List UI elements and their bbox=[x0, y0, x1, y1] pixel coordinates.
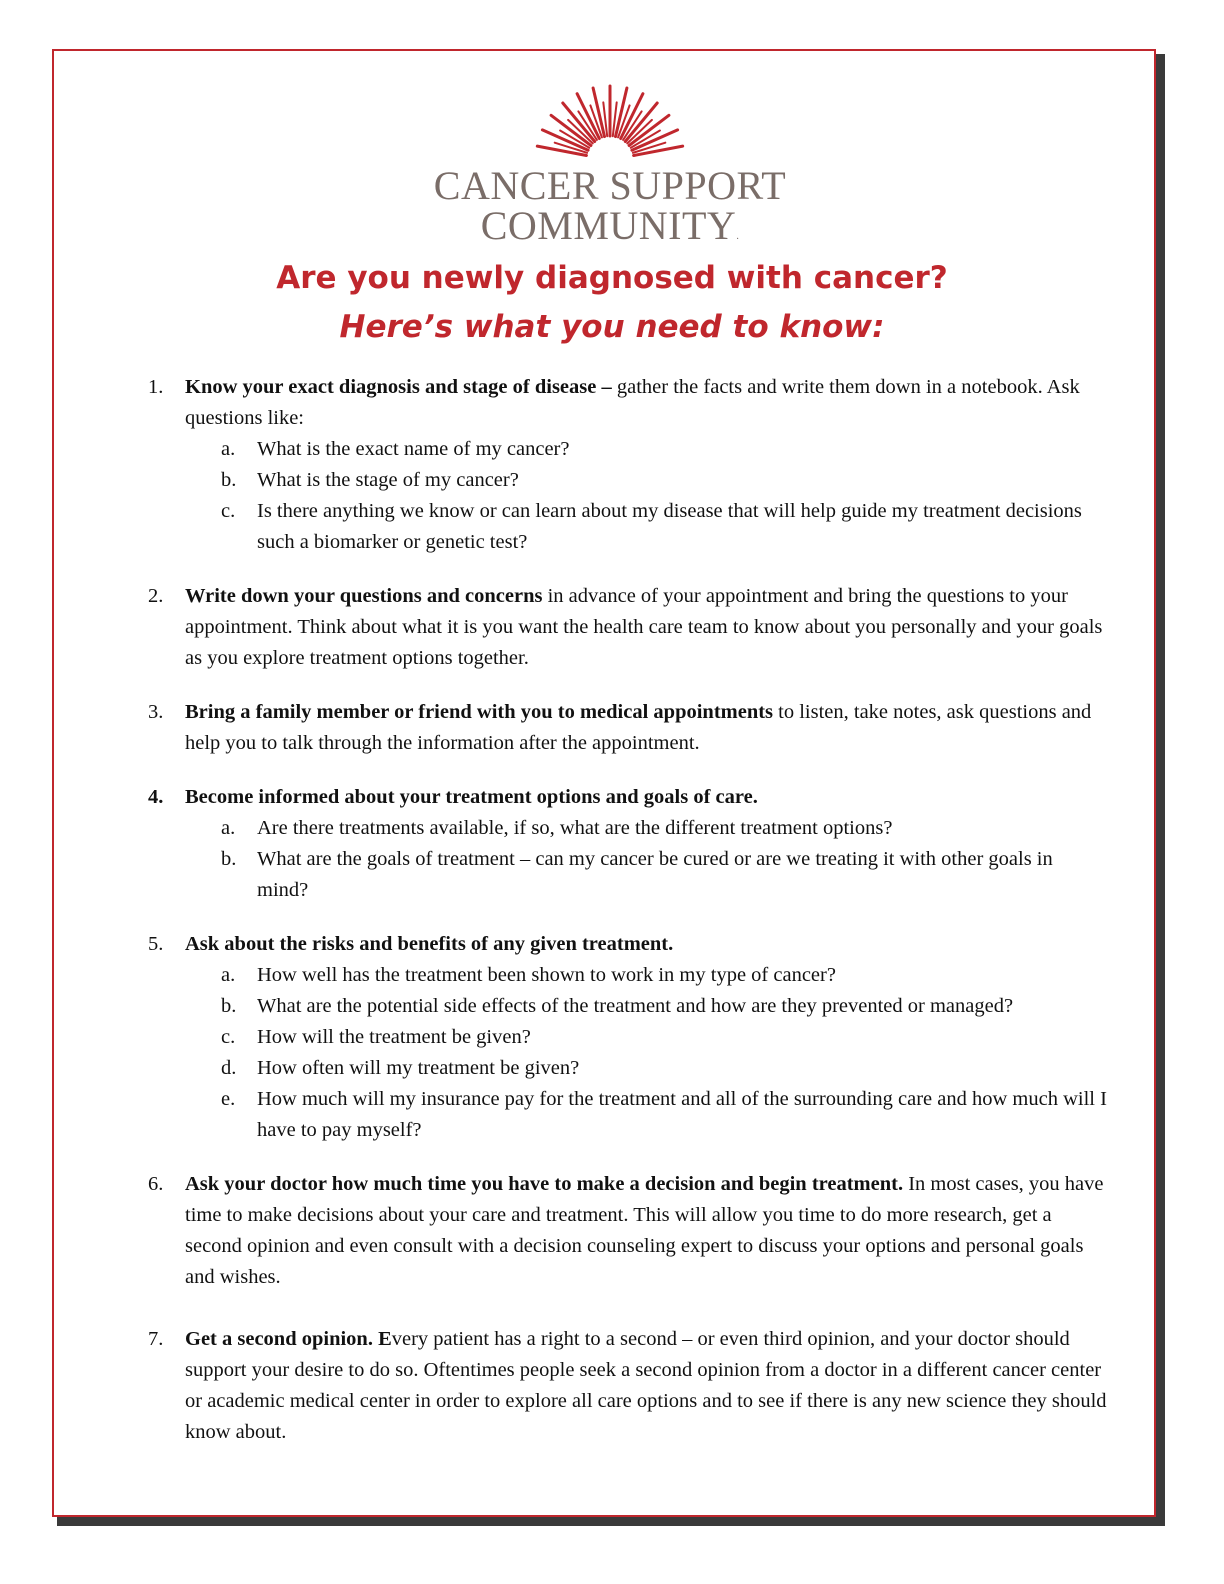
sub-item-text: What is the stage of my cancer? bbox=[257, 469, 519, 491]
sunburst-icon bbox=[520, 80, 700, 164]
sub-item bbox=[185, 844, 1108, 906]
sub-item bbox=[185, 465, 1108, 496]
item-heading: Write down your questions and concerns bbox=[185, 585, 543, 607]
sub-item-letter: c. bbox=[221, 1026, 236, 1048]
item-heading: Bring a family member or friend with you to medical appointments bbox=[185, 701, 774, 723]
sub-item-text: How often will my treatment be given? bbox=[257, 1057, 580, 1079]
sub-item-letter: b. bbox=[221, 995, 237, 1017]
brand-name-line2: COMMUNITY. bbox=[480, 203, 740, 248]
item-text: to listen, take notes, ask questions and help you to talk through the information after the appointment. bbox=[185, 701, 1092, 754]
item-text: in advance of your appointment and bring the questions to your appointment. Think about what it is you want the health care team to know about you personally and your goals as you explore treatment options together. bbox=[185, 585, 1103, 669]
item-text: gather the facts and write them down in a notebook. Ask questions like: bbox=[185, 376, 1080, 429]
sub-item-letter: d. bbox=[221, 1057, 237, 1079]
item-number: 2. bbox=[148, 585, 164, 607]
page-title: Are you newly diagnosed with cancer? bbox=[276, 260, 948, 296]
item-number: 5. bbox=[148, 933, 164, 955]
item-number: 1. bbox=[148, 376, 164, 398]
item-text: In most cases, you have time to make decisions about your care and treatment. This will allow you time to do more research, get a second opinion and even consult with a decision counseling expert to discuss your options and personal goals and wishes. bbox=[185, 1173, 1104, 1288]
item-heading: Get a second opinion. E bbox=[185, 1328, 392, 1350]
sub-item-text: How well has the treatment been shown to work in my type of cancer? bbox=[257, 964, 836, 986]
item-number: 4. bbox=[148, 786, 164, 808]
brand-name-line1: CANCER SUPPORT bbox=[433, 163, 787, 208]
sub-item bbox=[185, 1022, 1108, 1053]
sub-item-letter: b. bbox=[221, 848, 237, 870]
sub-item-letter: c. bbox=[221, 500, 236, 522]
brand-logo bbox=[420, 80, 800, 248]
checklist bbox=[148, 372, 1108, 1448]
sub-item bbox=[185, 960, 1108, 991]
list-item bbox=[148, 697, 1108, 759]
sub-item bbox=[185, 1053, 1108, 1084]
page-subtitle: Here’s what you need to know: bbox=[339, 309, 885, 345]
sub-item-letter: b. bbox=[221, 469, 237, 491]
sub-item-text: What is the exact name of my cancer? bbox=[257, 438, 570, 460]
sub-item bbox=[185, 991, 1108, 1022]
list-item bbox=[148, 1324, 1108, 1448]
sub-item bbox=[185, 813, 1108, 844]
item-heading: Become informed about your treatment options and goals of care. bbox=[185, 786, 758, 808]
item-heading: Ask your doctor how much time you have to make a decision and begin treatment. bbox=[185, 1173, 904, 1195]
sub-item-letter: e. bbox=[221, 1088, 236, 1110]
sub-item bbox=[185, 434, 1108, 465]
list-item bbox=[148, 372, 1108, 558]
list-item bbox=[148, 782, 1108, 906]
sub-item-text: What are the goals of treatment – can my cancer be cured or are we treating it with other goals in mind? bbox=[257, 848, 1053, 901]
item-heading: Know your exact diagnosis and stage of disease – bbox=[185, 376, 612, 398]
sub-item-text: Are there treatments available, if so, what are the different treatment options? bbox=[257, 817, 893, 839]
item-number: 7. bbox=[148, 1328, 164, 1350]
sub-item-letter: a. bbox=[221, 438, 236, 460]
sub-item-letter: a. bbox=[221, 964, 236, 986]
list-item bbox=[148, 929, 1108, 1146]
list-item bbox=[148, 1169, 1108, 1293]
list-item bbox=[148, 581, 1108, 674]
sub-item-text: What are the potential side effects of the treatment and how are they prevented or managed? bbox=[257, 995, 1014, 1017]
item-text: very patient has a right to a second – or even third opinion, and your doctor should support your desire to do so. Oftentimes people seek a second opinion from a doctor in a different cancer center or academic medical center in order to explore all care options and to see if there is any new science they should know about. bbox=[185, 1328, 1107, 1443]
item-number: 3. bbox=[148, 701, 164, 723]
trademark-mark: . bbox=[736, 231, 740, 242]
item-number: 6. bbox=[148, 1173, 164, 1195]
sub-item bbox=[185, 1084, 1108, 1146]
item-heading: Ask about the risks and benefits of any given treatment. bbox=[185, 933, 674, 955]
sub-item-text: How will the treatment be given? bbox=[257, 1026, 531, 1048]
sub-item-text: Is there anything we know or can learn about my disease that will help guide my treatment decisions such a biomarker or genetic test? bbox=[257, 500, 1082, 553]
sub-item-letter: a. bbox=[221, 817, 236, 839]
sub-item-text: How much will my insurance pay for the treatment and all of the surrounding care and how much will I have to pay myself? bbox=[257, 1088, 1107, 1141]
sub-item bbox=[185, 496, 1108, 558]
